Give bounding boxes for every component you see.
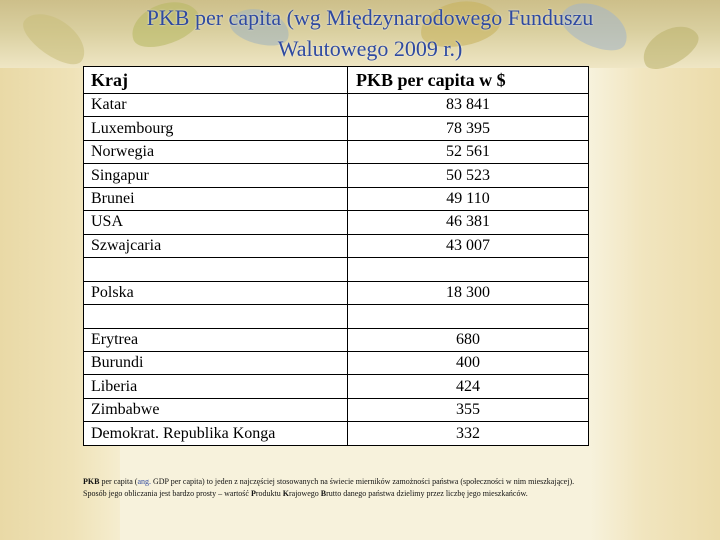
footnote-bold-letter: B <box>320 489 327 498</box>
page-title <box>60 2 680 64</box>
gdp-cell: 50 523 <box>348 164 589 187</box>
gdp-cell: 332 <box>348 422 589 446</box>
table-row <box>84 398 589 421</box>
table-row-empty <box>84 258 589 281</box>
table-row <box>84 422 589 446</box>
footnote-accent: ang. <box>137 477 151 486</box>
country-cell: Liberia <box>84 375 348 398</box>
table-row <box>84 117 589 140</box>
country-cell: Szwajcaria <box>84 234 348 257</box>
footnote-bold-pkb: PKB <box>83 477 100 486</box>
gdp-cell <box>348 258 589 281</box>
country-cell: Singapur <box>84 164 348 187</box>
table-row <box>84 234 589 257</box>
country-cell: Demokrat. Republika Konga <box>84 422 348 446</box>
gdp-cell: 355 <box>348 398 589 421</box>
country-cell: Brunei <box>84 187 348 210</box>
gdp-cell: 18 300 <box>348 281 589 304</box>
table-row <box>84 94 589 117</box>
country-cell <box>84 258 348 281</box>
country-cell: Zimbabwe <box>84 398 348 421</box>
gdp-cell: 46 381 <box>348 211 589 234</box>
footnote-text: GDP per capita) to jeden z najczęściej stosowanych na świecie mierników zamożności państwa (społeczności w nim mieszkającej). Sposób jego obliczania jest bardzo prosty – wartość <box>83 477 575 498</box>
table-row <box>84 375 589 398</box>
footnote-bold-letter: K <box>282 489 289 498</box>
gdp-cell: 52 561 <box>348 140 589 163</box>
table-row <box>84 140 589 163</box>
country-cell: Norwegia <box>84 140 348 163</box>
table-row <box>84 187 589 210</box>
gdp-cell: 43 007 <box>348 234 589 257</box>
background-right-band <box>590 0 720 540</box>
country-cell: Luxembourg <box>84 117 348 140</box>
gdp-cell: 424 <box>348 375 589 398</box>
country-cell: Erytrea <box>84 328 348 351</box>
table-row <box>84 328 589 351</box>
table-row <box>84 164 589 187</box>
country-cell: Katar <box>84 94 348 117</box>
country-cell <box>84 305 348 328</box>
title-line-1: PKB per capita (wg Międzynarodowego Funduszu <box>146 5 594 30</box>
gdp-cell: 680 <box>348 328 589 351</box>
table-header-row <box>84 67 589 94</box>
footnote-text: roduktu <box>255 489 283 498</box>
gdp-cell: 49 110 <box>348 187 589 210</box>
table-row-empty <box>84 305 589 328</box>
gdp-table <box>83 66 589 446</box>
gdp-cell: 83 841 <box>348 94 589 117</box>
gdp-cell <box>348 305 589 328</box>
country-cell: USA <box>84 211 348 234</box>
title-line-2: Walutowego 2009 r.) <box>277 36 463 61</box>
country-cell: Burundi <box>84 351 348 374</box>
header-country: Kraj <box>84 67 348 94</box>
table-row <box>84 281 589 304</box>
footnote-bold-letter: P <box>250 489 256 498</box>
country-cell: Polska <box>84 281 348 304</box>
table-row <box>84 211 589 234</box>
footnote-text: rajowego <box>288 489 321 498</box>
gdp-cell: 78 395 <box>348 117 589 140</box>
footnote-text: rutto danego państwa dzielimy przez liczbę jego mieszkańców. <box>326 489 528 498</box>
gdp-cell: 400 <box>348 351 589 374</box>
header-gdp: PKB per capita w $ <box>348 67 589 94</box>
footnote-text: per capita ( <box>99 477 138 486</box>
table-row <box>84 351 589 374</box>
footnote <box>83 476 593 500</box>
